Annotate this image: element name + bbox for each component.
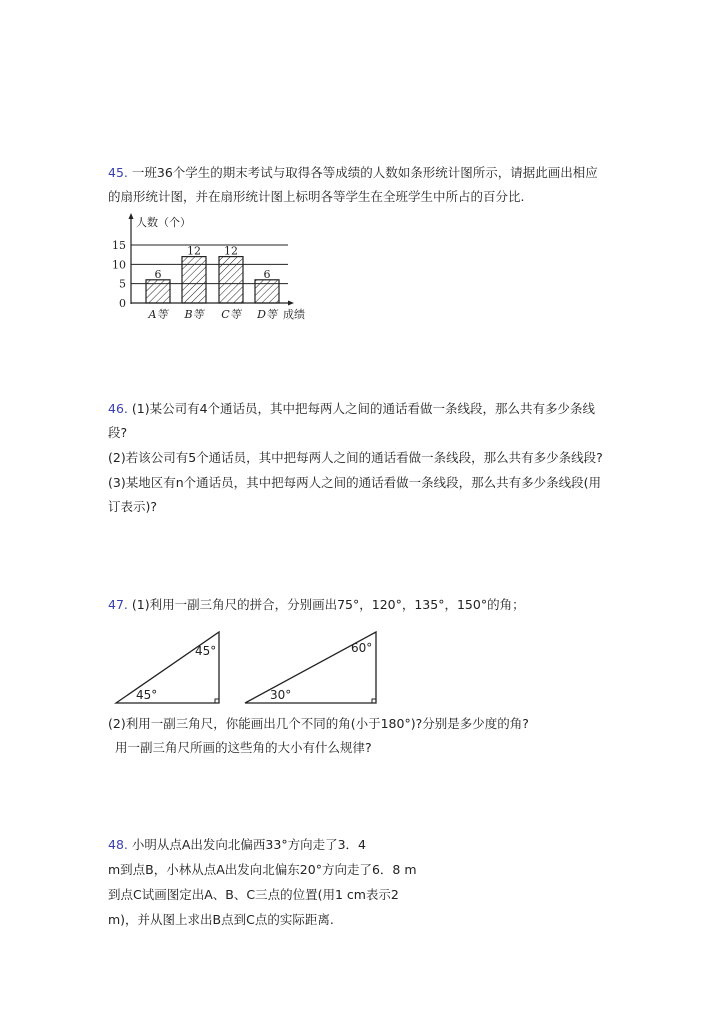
x-axis-label: 成绩 <box>283 308 305 321</box>
y-tick-label: 5 <box>119 277 126 291</box>
bar <box>255 280 279 303</box>
bar-chart <box>112 212 312 322</box>
y-tick-label: 15 <box>112 239 126 252</box>
question-text: m到点B，小林从点A出发向北偏东20°方向走了6．8 m <box>108 862 417 877</box>
set-square-45-diagram <box>113 622 223 706</box>
bar <box>146 280 170 303</box>
x-tick-label: A等 <box>148 308 168 321</box>
question-text: 一班36个学生的期末考试与取得各等成绩的人数如条形统计图所示，请据此画出相应 <box>131 165 598 180</box>
y-tick-label: 10 <box>112 258 126 272</box>
question-number: 47. <box>108 597 128 612</box>
bar-value-label: 12 <box>224 244 238 258</box>
question-text: 用一副三角尺所画的这些角的大小有什么规律? <box>115 740 372 755</box>
question-text: 到点C试画图定出A、B、C三点的位置(用1 cm表示2 <box>108 887 399 902</box>
angle-label-top: 45° <box>195 644 217 658</box>
question-number: 46. <box>108 401 128 416</box>
x-tick-label: C等 <box>221 308 241 321</box>
angle-label-top: 60° <box>351 641 373 655</box>
question-number: 45. <box>108 165 128 180</box>
angle-label-bottom: 30° <box>270 688 292 702</box>
y-axis-label: 人数（个） <box>136 216 191 229</box>
question-text: m)，并从图上求出B点到C点的实际距离. <box>108 912 334 927</box>
y-tick-label: 0 <box>119 297 126 310</box>
y-axis-arrow-icon <box>129 213 134 219</box>
question-text: 段? <box>108 425 128 440</box>
question-text: (1)利用一副三角尺的拼合，分别画出75°，120°，135°，150°的角； <box>131 597 525 612</box>
bar-value-label: 6 <box>154 267 162 281</box>
question-text: (2)若该公司有5个通话员，其中把每两人之间的通话看做一条线段，那么共有多少条线段? <box>108 450 603 465</box>
question-text: (1)某公司有4个通话员，其中把每两人之间的通话看做一条线段，那么共有多少条线 <box>131 401 596 416</box>
angle-label-bottom: 45° <box>136 688 158 702</box>
x-tick-label: B等 <box>184 308 204 321</box>
question-text: (3)某地区有n个通话员，其中把每两人之间的通话看做一条线段，那么共有多少条线段(用 <box>108 475 602 490</box>
set-square-30-60-diagram <box>242 622 380 706</box>
bar <box>182 257 206 303</box>
question-text: (2)利用一副三角尺，你能画出几个不同的角(小于180°)?分别是多少度的角? <box>108 716 529 731</box>
x-axis-arrow-icon <box>288 301 294 306</box>
bar-value-label: 12 <box>187 244 201 258</box>
question-number: 48. <box>108 837 128 852</box>
question-text: 小明从点A出发向北偏西33°方向走了3．4 <box>131 837 366 852</box>
question-text: 的扇形统计图，并在扇形统计图上标明各等学生在全班学生中所占的百分比. <box>108 189 525 204</box>
x-tick-label: D等 <box>257 308 277 321</box>
bar-value-label: 6 <box>263 267 271 281</box>
bar <box>219 257 243 303</box>
question-text: 订表示)? <box>108 499 158 514</box>
